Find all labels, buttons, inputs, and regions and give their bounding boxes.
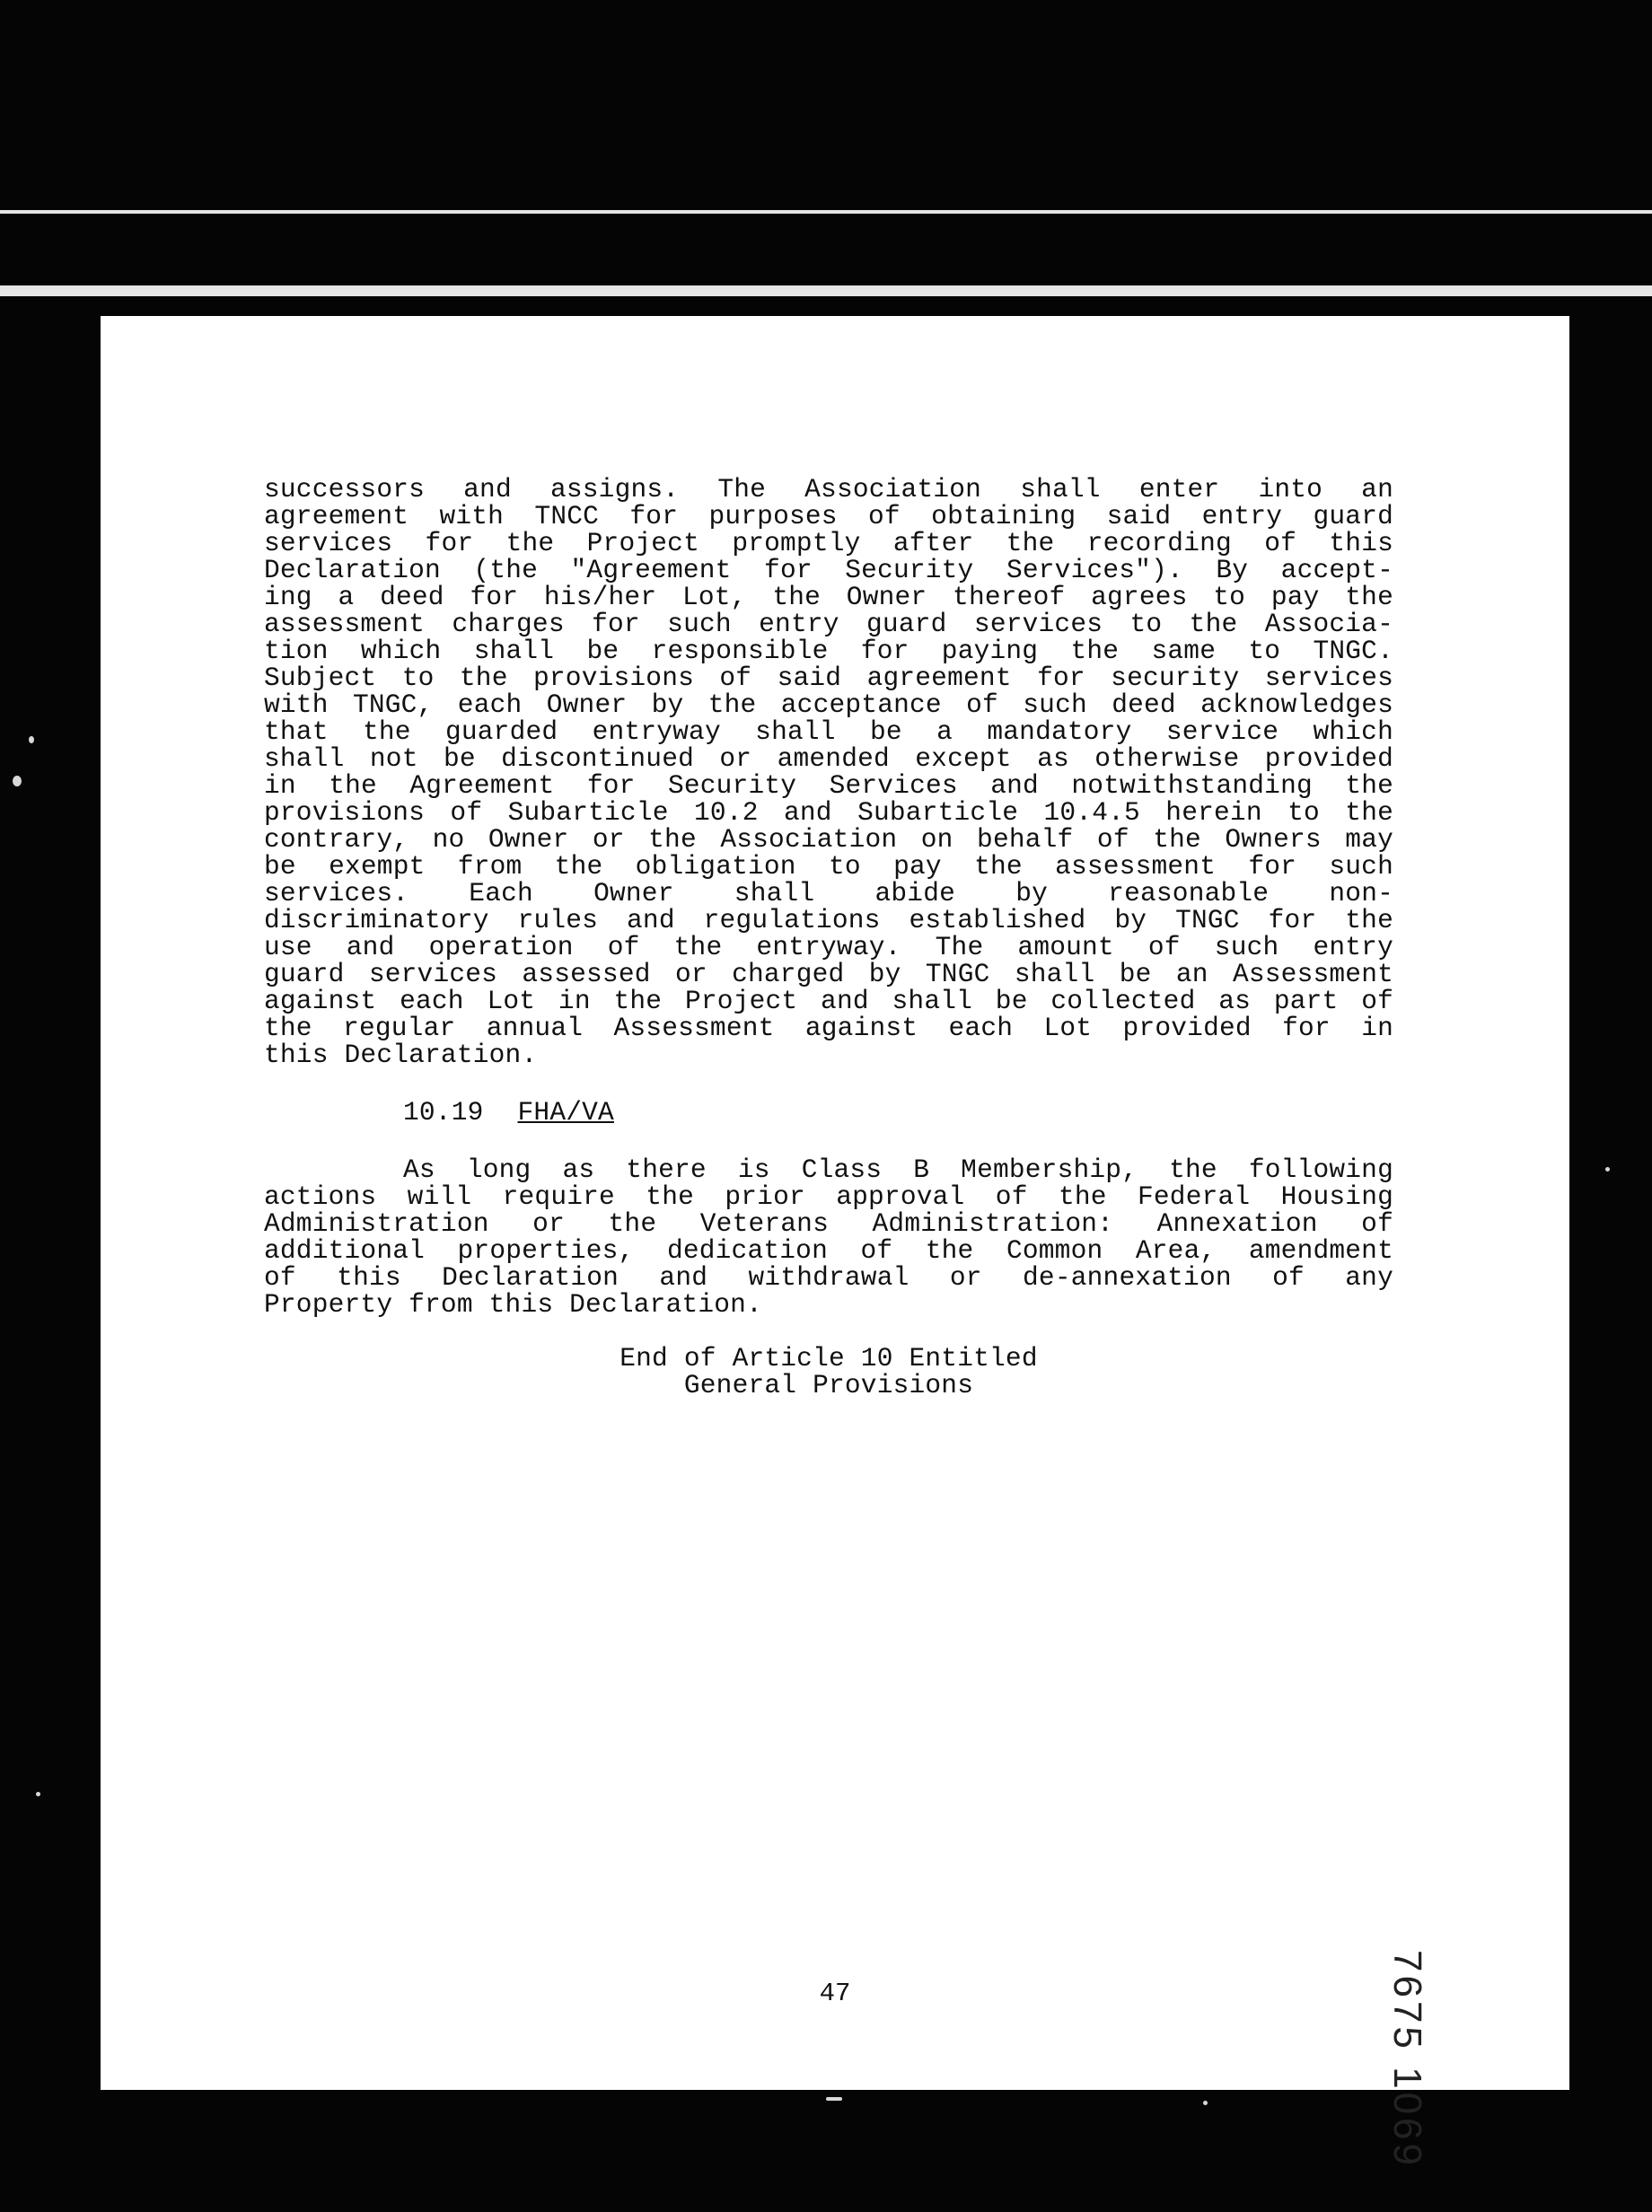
text-line: Property from this Declaration. xyxy=(264,1289,762,1320)
article-end-note xyxy=(264,1345,1393,1399)
text-line: services. Each Owner shall abide by reasonable non- xyxy=(264,878,1393,908)
recording-stamp-number: 7675 1069 xyxy=(1385,1950,1429,2169)
paragraph-fha-va xyxy=(264,1156,1393,1318)
text-line: of this Declaration and withdrawal or de-annexation of any xyxy=(264,1262,1393,1293)
article-end-line: General Provisions xyxy=(683,1370,974,1400)
text-line: additional properties, dedication of the Common Area, amendment xyxy=(264,1235,1393,1266)
text-line: successors and assigns. The Association shall enter into an xyxy=(264,474,1393,505)
text-line: Declaration (the "Agreement for Security Services"). By accept- xyxy=(264,555,1393,585)
text-line: that the guarded entryway shall be a mandatory service which xyxy=(264,716,1393,747)
page-number: 47 xyxy=(819,1979,851,2008)
text-line: Administration or the Veterans Administration: Annexation of xyxy=(264,1208,1393,1239)
text-line: Subject to the provisions of said agreement for security services xyxy=(264,663,1393,693)
text-line: in the Agreement for Security Services and notwithstanding the xyxy=(264,770,1393,801)
article-end-line: End of Article 10 Entitled xyxy=(620,1343,1038,1374)
text-line: against each Lot in the Project and shall be collected as part of xyxy=(264,986,1393,1016)
text-line: assessment charges for such entry guard services to the Associa- xyxy=(264,609,1393,639)
text-line: be exempt from the obligation to pay the assessment for such xyxy=(264,851,1393,882)
text-line: use and operation of the entryway. The amount of such entry xyxy=(264,932,1393,962)
scan-speck xyxy=(1605,1167,1610,1172)
scan-speck xyxy=(29,736,34,743)
body-text xyxy=(264,476,1393,1399)
text-line: provisions of Subarticle 10.2 and Subarticle 10.4.5 herein to the xyxy=(264,797,1393,828)
text-line: the regular annual Assessment against each Lot provided for in xyxy=(264,1013,1393,1043)
text-line: discriminatory rules and regulations established by TNGC for the xyxy=(264,905,1393,935)
paragraph-security-services xyxy=(264,476,1393,1068)
text-line: contrary, no Owner or the Association on behalf of the Owners may xyxy=(264,824,1393,855)
text-line: As long as there is Class B Membership, the following xyxy=(403,1154,1393,1185)
text-line: actions will require the prior approval of the Federal Housing xyxy=(264,1181,1393,1212)
text-line: this Declaration. xyxy=(264,1040,538,1070)
text-line: with TNGC, each Owner by the acceptance of such deed acknowledges xyxy=(264,689,1393,720)
scan-speck xyxy=(826,2097,842,2101)
scan-speck xyxy=(1203,2101,1208,2105)
section-title: FHA/VA xyxy=(517,1097,614,1128)
section-heading xyxy=(264,1099,1393,1126)
scan-speck xyxy=(36,1792,40,1796)
text-line: shall not be discontinued or amended except as otherwise provided xyxy=(264,743,1393,774)
scan-border-line-bottom xyxy=(0,285,1652,296)
text-line: tion which shall be responsible for paying the same to TNGC. xyxy=(264,636,1393,666)
text-line: services for the Project promptly after the recording of this xyxy=(264,528,1393,558)
text-line: agreement with TNCC for purposes of obtaining said entry guard xyxy=(264,501,1393,531)
document-page xyxy=(101,316,1569,2169)
scan-border-line-top xyxy=(0,210,1652,214)
text-line: ing a deed for his/her Lot, the Owner thereof agrees to pay the xyxy=(264,582,1393,612)
scan-speck xyxy=(13,776,22,786)
section-number: 10.19 xyxy=(403,1097,484,1128)
text-line: guard services assessed or charged by TNGC shall be an Assessment xyxy=(264,959,1393,989)
